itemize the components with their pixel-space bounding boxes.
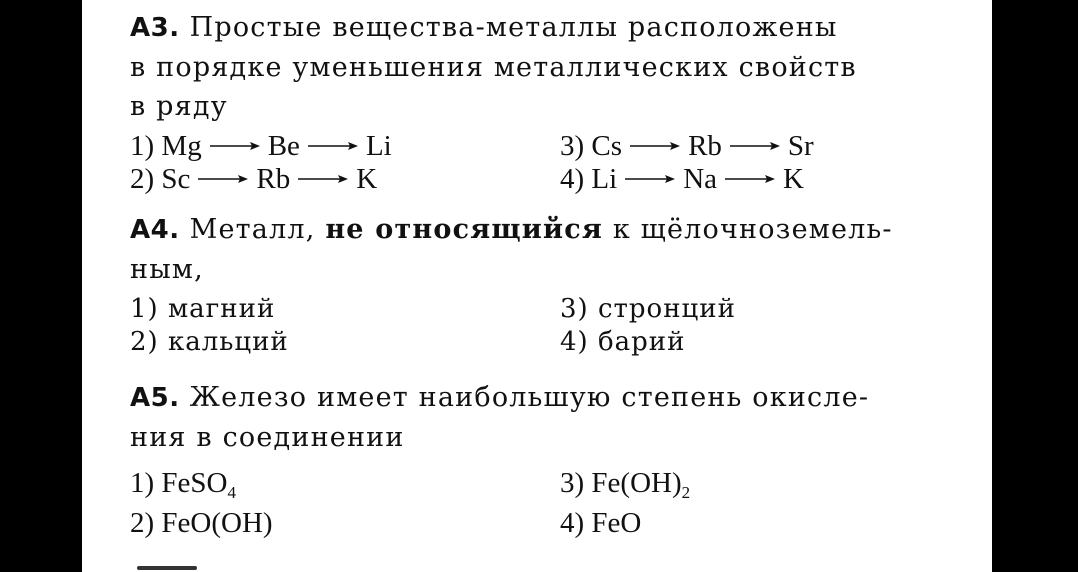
textbook-page (82, 0, 992, 572)
question-a4-number: А4. (130, 215, 180, 245)
arrow-right-icon (298, 174, 348, 184)
question-a4-emphasis: не относящийся (325, 214, 604, 245)
a4-option-3: 3) стронций (560, 294, 736, 324)
a4-option-1: 1) магний (130, 294, 276, 324)
arrow-right-icon (725, 174, 775, 184)
question-a4-line2: ным, (130, 254, 204, 285)
a3-option-4: 4) Li Na K (560, 163, 804, 195)
a3-option-3: 3) Cs Rb Sr (560, 130, 814, 162)
question-a5-line2: ния в соединении (130, 422, 405, 453)
arrow-right-icon (625, 174, 675, 184)
arrow-right-icon (630, 141, 680, 151)
question-a3-text (130, 8, 970, 126)
a5-option-1: 1) FeSO$_4$ (130, 467, 236, 502)
question-a5-line1: Железо имеет наибольшую степень окисле- (189, 382, 870, 413)
question-a3 (130, 8, 970, 195)
arrow-right-icon (198, 174, 248, 184)
question-a3-line2: в порядке уменьшения металлических свойств (130, 52, 857, 83)
question-a3-number: А3. (130, 13, 180, 43)
question-a3-line1: Простые вещества-металлы расположены (189, 12, 838, 43)
a4-option-4: 4) барий (560, 327, 686, 357)
question-a5-number: А5. (130, 383, 180, 413)
question-a4 (130, 210, 970, 357)
a5-option-2: 2) FeO(OH) (130, 507, 273, 539)
question-a4-text: А4. Металл, не относящийся к щёлочноземель- ным, (130, 210, 970, 289)
a3-option-2: 2) Sc Rb K (130, 163, 378, 195)
question-a3-line3: в ряду (130, 91, 228, 122)
a4-option-2: 2) кальций (130, 327, 289, 357)
arrow-right-icon (308, 141, 358, 151)
a5-option-4: 4) FeO (560, 507, 642, 539)
next-question-stub (137, 566, 197, 570)
arrow-right-icon (730, 141, 780, 151)
a5-option-3: 3) $Fe(OH)_2$ (560, 467, 691, 502)
question-a5-text (130, 378, 970, 457)
a3-option-1: 1) Mg Be Li (130, 130, 392, 162)
arrow-right-icon (210, 141, 260, 151)
question-a5 (130, 378, 970, 539)
